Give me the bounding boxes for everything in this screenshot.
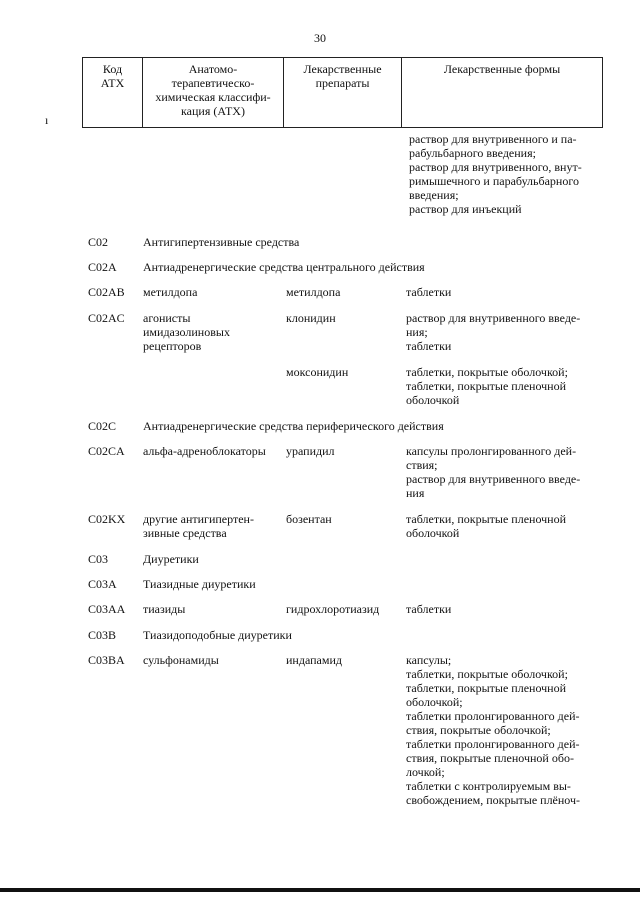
text-line: метилдопа	[286, 285, 341, 299]
text-line: тиазиды	[143, 602, 186, 616]
dosage-forms	[406, 444, 602, 500]
classification-name	[143, 512, 286, 540]
atc-code: C03A	[88, 577, 117, 591]
header-classification	[143, 58, 284, 128]
classification-name	[143, 602, 286, 616]
text-line: таблетки пролонгированного дей-	[406, 737, 580, 751]
text-line: бозентан	[286, 512, 332, 526]
dosage-forms	[406, 653, 602, 807]
text-line: метилдопа	[143, 285, 198, 299]
atc-code: C02	[88, 235, 109, 249]
drug-name	[286, 311, 406, 325]
atc-code: C02CA	[88, 444, 125, 458]
dosage-forms	[406, 602, 602, 616]
text-line: рецепторов	[143, 339, 202, 353]
text-line: таблетки	[406, 602, 452, 616]
text-line: раствор для внутривенного, внут-	[409, 160, 582, 174]
table-row	[88, 365, 608, 407]
text-line: АТХ	[100, 76, 125, 90]
text-line: терапевтическо-	[171, 76, 255, 90]
text-line: кация (АТХ)	[181, 104, 245, 118]
table-row	[88, 512, 608, 540]
text-line: таблетки	[406, 339, 452, 353]
table-row	[88, 602, 608, 616]
group-row	[88, 552, 608, 566]
text-line: Лекарственные	[303, 62, 382, 76]
atc-code: C03	[88, 552, 109, 566]
table-row	[88, 653, 608, 807]
continuation-forms	[409, 132, 605, 216]
text-line: агонисты	[143, 311, 191, 325]
classification-name	[143, 653, 286, 667]
drug-name	[286, 512, 406, 526]
header-forms	[402, 58, 603, 128]
group-row	[88, 260, 608, 274]
text-line: сульфонамиды	[143, 653, 219, 667]
text-line: свобождением, покрытые плёноч-	[406, 793, 581, 807]
page-number: 30	[314, 31, 326, 45]
dosage-forms	[406, 512, 602, 540]
margin-mark: ı	[45, 113, 49, 127]
continuation-row	[88, 132, 608, 216]
text-line: оболочкой;	[406, 695, 463, 709]
classification-name	[143, 285, 286, 299]
atc-code: C02A	[88, 260, 117, 274]
text-line: оболочкой	[406, 526, 460, 540]
text-line: урапидил	[286, 444, 335, 458]
text-line: таблетки, покрытые пленочной	[406, 681, 567, 695]
text-line: Код	[102, 62, 123, 76]
atc-code: C02AC	[88, 311, 125, 325]
text-line: раствор для внутривенного введе-	[406, 472, 581, 486]
text-line: таблетки, покрытые оболочкой;	[406, 365, 568, 379]
text-line: капсулы пролонгированного дей-	[406, 444, 577, 458]
atc-code: C03BA	[88, 653, 125, 667]
text-line: альфа-адреноблокаторы	[143, 444, 266, 458]
classification-name	[143, 235, 603, 249]
text-line: оболочкой	[406, 393, 460, 407]
atc-code: C03AA	[88, 602, 126, 616]
group-row	[88, 577, 608, 591]
text-line: введения;	[409, 188, 459, 202]
drug-name	[286, 285, 406, 299]
text-line: таблетки, покрытые оболочкой;	[406, 667, 568, 681]
text-line: имидазолиновых	[143, 325, 230, 339]
text-line: капсулы;	[406, 653, 452, 667]
text-line: ствия;	[406, 458, 438, 472]
text-line: Антигипертензивные средства	[143, 235, 300, 249]
group-row	[88, 235, 608, 249]
dosage-forms	[406, 285, 602, 299]
classification-name	[143, 577, 603, 591]
text-line: гидрохлоротиазид	[286, 602, 380, 616]
text-line: ствия, покрытые пленочной обо-	[406, 751, 574, 765]
group-row	[88, 419, 608, 433]
classification-name	[143, 552, 603, 566]
table-header	[82, 57, 603, 128]
atc-code: C02C	[88, 419, 117, 433]
text-line: лочкой;	[406, 765, 445, 779]
text-line: клонидин	[286, 311, 336, 325]
text-line: таблетки, покрытые пленочной	[406, 379, 567, 393]
text-line: химическая классифи-	[155, 90, 271, 104]
table-row	[88, 444, 608, 500]
text-line: таблетки пролонгированного дей-	[406, 709, 580, 723]
rows	[88, 235, 608, 807]
text-line: Тиазидоподобные диуретики	[143, 628, 292, 642]
text-line: таблетки с контролируемым вы-	[406, 779, 571, 793]
classification-name	[143, 260, 603, 274]
drug-name	[286, 365, 406, 379]
text-line: Лекарственные формы	[443, 62, 561, 76]
text-line: ния	[406, 486, 425, 500]
header-code	[83, 58, 143, 128]
text-line: раствор для внутривенного и па-	[409, 132, 577, 146]
dosage-forms	[406, 311, 602, 353]
table-row	[88, 285, 608, 299]
table-body	[88, 132, 608, 819]
text-line: Анатомо-	[188, 62, 238, 76]
bottom-rule	[0, 888, 640, 892]
text-line: ния;	[406, 325, 428, 339]
text-line: Антиадренергические средства центрального действия	[143, 260, 425, 274]
classification-name	[143, 419, 603, 433]
table-row	[88, 311, 608, 353]
text-line: зивные средства	[143, 526, 227, 540]
text-line: римышечного и парабульбарного	[409, 174, 579, 188]
classification-name	[143, 628, 603, 642]
classification-name	[143, 311, 286, 353]
text-line: Антиадренергические средства периферического действия	[143, 419, 444, 433]
dosage-forms	[406, 365, 602, 407]
text-line: препараты	[315, 76, 370, 90]
drug-name	[286, 602, 406, 616]
group-row	[88, 628, 608, 642]
text-line: раствор для инъекций	[409, 202, 522, 216]
atc-code: C02AB	[88, 285, 125, 299]
atc-code: C03B	[88, 628, 117, 642]
header-drugs	[284, 58, 402, 128]
text-line: Тиазидные диуретики	[143, 577, 256, 591]
text-line: раствор для внутривенного введе-	[406, 311, 581, 325]
drug-name	[286, 444, 406, 458]
drug-name	[286, 653, 406, 667]
atc-code: C02KX	[88, 512, 126, 526]
text-line: индапамид	[286, 653, 342, 667]
text-line: моксонидин	[286, 365, 349, 379]
text-line: таблетки, покрытые пленочной	[406, 512, 567, 526]
classification-name	[143, 444, 286, 458]
text-line: таблетки	[406, 285, 452, 299]
text-line: ствия, покрытые оболочкой;	[406, 723, 551, 737]
text-line: Диуретики	[143, 552, 199, 566]
text-line: другие антигипертен-	[143, 512, 254, 526]
text-line: рабульбарного введения;	[409, 146, 536, 160]
